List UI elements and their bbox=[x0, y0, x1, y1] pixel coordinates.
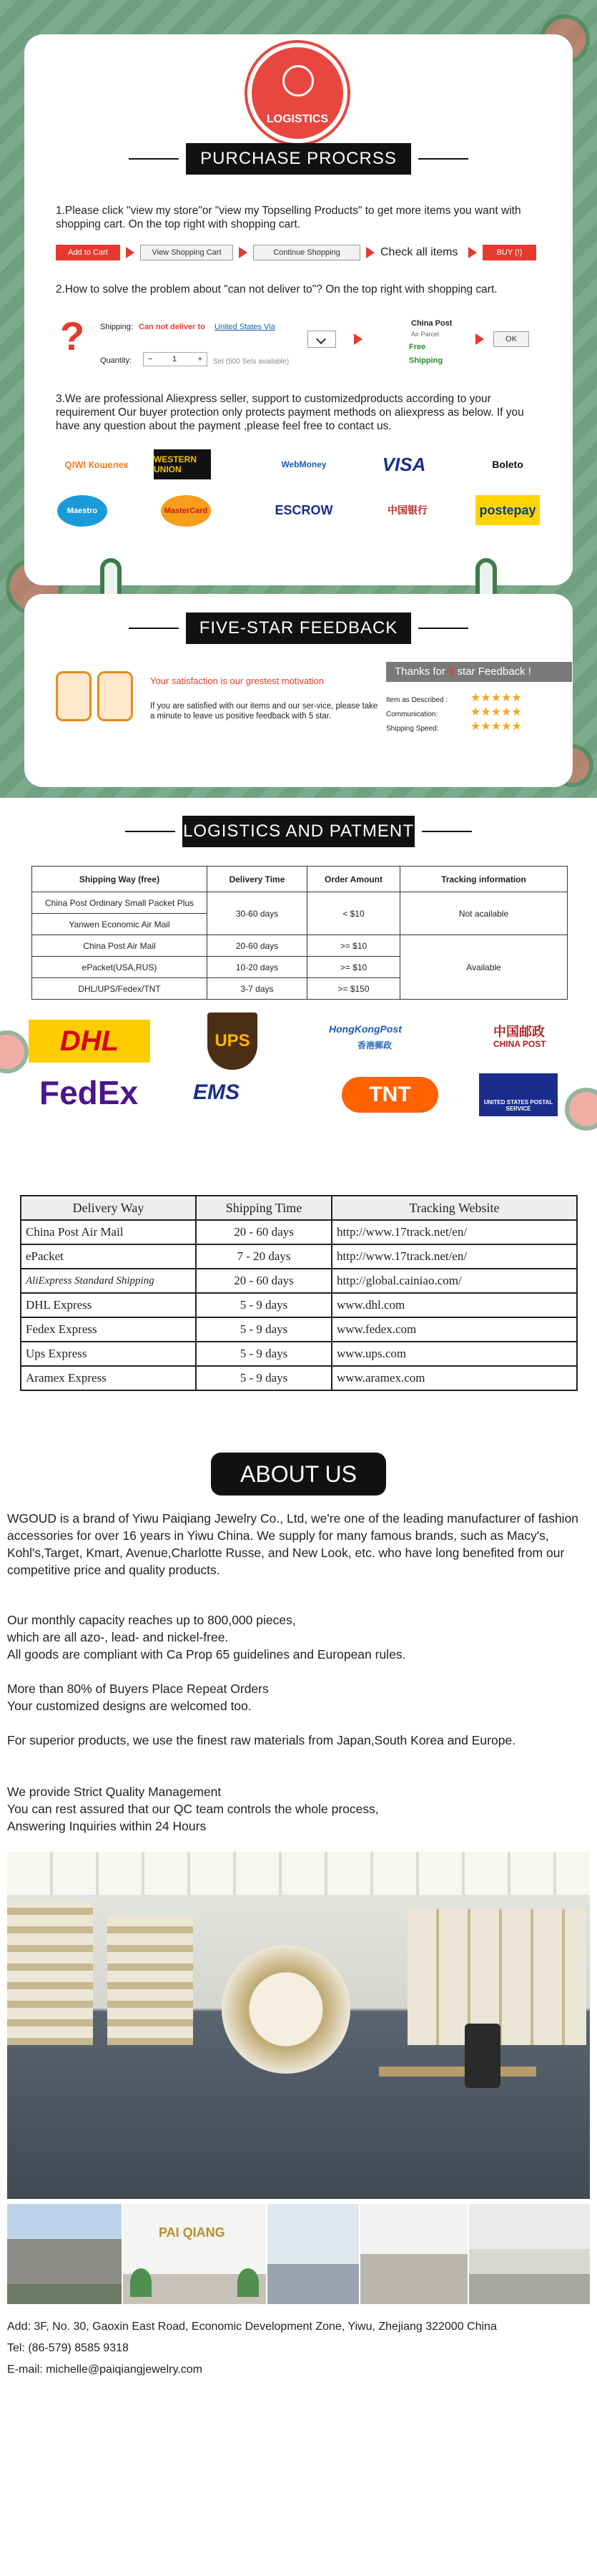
company-address: Add: 3F, No. 30, Gaoxin East Road, Economic Development Zone, Yiwu, Zhejiang 322000 China bbox=[7, 2321, 497, 2333]
rating-label: Shipping Speed: bbox=[386, 725, 439, 733]
rating-label: Communication: bbox=[386, 711, 438, 718]
quantity-stepper[interactable] bbox=[143, 352, 207, 366]
minus-icon[interactable]: − bbox=[148, 355, 153, 364]
add-to-cart-button[interactable]: Add to Cart bbox=[56, 245, 120, 260]
feedback-title: FIVE-STAR FEEDBACK bbox=[186, 613, 411, 644]
quantity-value: 1 bbox=[172, 355, 177, 364]
free-shipping-label: Free Shipping bbox=[409, 343, 443, 365]
tracking-table bbox=[20, 1195, 578, 1391]
table-cell: Fedex Express bbox=[21, 1317, 196, 1342]
company-phone: Tel: (86-579) 8585 9318 bbox=[7, 2342, 129, 2354]
logistics-title: LOGISTICS AND PATMENT bbox=[182, 816, 415, 847]
about-line: which are all azo-, lead- and nickel-free. bbox=[7, 1630, 229, 1644]
table-cell: 20-60 days bbox=[207, 935, 307, 957]
table-header: Shipping Way (free) bbox=[32, 867, 207, 892]
office-photo bbox=[267, 2204, 359, 2304]
mastercard-logo: MasterCard bbox=[161, 495, 211, 527]
globe-icon bbox=[282, 65, 314, 97]
table-cell: Ups Express bbox=[21, 1342, 196, 1366]
escrow-logo: ESCROW bbox=[275, 502, 333, 517]
table-cell: ePacket bbox=[21, 1244, 196, 1269]
star-rating-icons: ★★★★★ bbox=[470, 721, 522, 733]
hongkong-post-logo: HongKongPost bbox=[329, 1023, 402, 1035]
factory-building-photo bbox=[7, 2204, 122, 2304]
purchase-title: PURCHASE PROCRSS bbox=[186, 143, 411, 175]
step3-text: 3.We are professional Aliexpress seller, support to customizedproducts according to your requirement Our buyer protection only protects payment methods on aliexpress as below. If you have any question about the payment ,please feel free to contact us. bbox=[56, 393, 524, 432]
star-rating-icons: ★★★★★ bbox=[470, 692, 522, 704]
quantity-label: Quantity: bbox=[100, 356, 132, 365]
table-cell: Aramex Express bbox=[21, 1366, 196, 1390]
question-mark-icon: ? bbox=[60, 313, 85, 358]
table-row bbox=[21, 1220, 577, 1244]
table-cell: DHL/UPS/Fedex/TNT bbox=[32, 978, 207, 1000]
about-line: We provide Strict Quality Management bbox=[7, 1785, 222, 1799]
arrow-right-icon bbox=[239, 247, 247, 258]
feedback-body: If you are satisfied with our items and our ser-vice, please take a minute to leave us positive feedback with 5 star. bbox=[150, 702, 378, 721]
about-title: ABOUT US bbox=[211, 1453, 386, 1496]
thanks-banner: Thanks for 5 star Feedback ! bbox=[386, 662, 572, 682]
dhl-logo: DHL bbox=[29, 1020, 150, 1063]
table-cell: Yanwen Economic Air Mail bbox=[32, 914, 207, 935]
table-cell: 10-20 days bbox=[207, 957, 307, 978]
arrow-right-icon bbox=[468, 247, 477, 258]
table-cell: 5 - 9 days bbox=[196, 1366, 332, 1390]
arrow-right-icon bbox=[354, 333, 362, 345]
usps-logo: UNITED STATES POSTAL SERVICE bbox=[479, 1073, 558, 1116]
maestro-logo: Maestro bbox=[57, 495, 107, 527]
about-line: More than 80% of Buyers Place Repeat Orders bbox=[7, 1682, 269, 1696]
dropdown-toggle[interactable] bbox=[307, 331, 336, 348]
logistics-badge bbox=[247, 43, 347, 143]
table-cell: >= $10 bbox=[307, 935, 400, 957]
tracking-link[interactable]: www.fedex.com bbox=[332, 1317, 577, 1342]
table-row bbox=[21, 1366, 577, 1390]
reception-photo bbox=[123, 2204, 266, 2304]
table-cell: < $10 bbox=[307, 892, 400, 935]
motivation-text: Your satisfaction is our grestest motivation bbox=[150, 675, 325, 686]
showroom-photo bbox=[7, 1852, 590, 2199]
qiwi-logo: QIWI Кошелек bbox=[64, 459, 129, 470]
china-post-logo: 中国邮政 bbox=[493, 1025, 545, 1039]
office-corridor-photo bbox=[360, 2204, 468, 2304]
bank-of-china-logo: 中国银行 bbox=[388, 504, 428, 516]
thumbs-up-icon bbox=[50, 658, 143, 730]
visa-logo: VISA bbox=[382, 453, 426, 475]
table-header: Tracking information bbox=[400, 867, 568, 892]
table-cell: >= $10 bbox=[307, 957, 400, 978]
about-line: All goods are compliant with Ca Prop 65 guidelines and European rules. bbox=[7, 1647, 406, 1662]
arrow-right-icon bbox=[366, 247, 375, 258]
buy-button[interactable]: BUY (!) bbox=[483, 245, 536, 260]
boleto-logo: Boleto bbox=[492, 459, 523, 470]
table-cell: China Post Air Mail bbox=[32, 935, 207, 957]
tracking-link[interactable]: http://global.cainiao.com/ bbox=[332, 1269, 577, 1293]
tracking-link[interactable]: http://www.17track.net/en/ bbox=[332, 1220, 577, 1244]
table-cell: China Post Ordinary Small Packet Plus bbox=[32, 892, 207, 914]
quantity-note: Set (500 Sets available) bbox=[213, 358, 290, 366]
table-cell: China Post Air Mail bbox=[21, 1220, 196, 1244]
table-cell: 5 - 9 days bbox=[196, 1342, 332, 1366]
table-cell: Not acailable bbox=[400, 892, 568, 935]
watermelon-decoration bbox=[0, 1030, 29, 1073]
table-header: Delivery Time bbox=[207, 867, 307, 892]
table-cell: ePacket(USA,RUS) bbox=[32, 957, 207, 978]
table-cell: 5 - 9 days bbox=[196, 1317, 332, 1342]
air-parcel-label: Air Parcel bbox=[411, 331, 440, 338]
table-cell: 7 - 20 days bbox=[196, 1244, 332, 1269]
table-cell: 20 - 60 days bbox=[196, 1220, 332, 1244]
chevron-down-icon bbox=[316, 334, 326, 344]
fedex-logo: FedEx bbox=[39, 1074, 139, 1111]
postepay-logo: postepay bbox=[475, 495, 540, 525]
webmoney-logo: WebMoney bbox=[281, 459, 327, 469]
western-union-logo: WESTERN UNION bbox=[154, 449, 211, 479]
shipping-label: Shipping: bbox=[100, 323, 133, 331]
table-cell: 30-60 days bbox=[207, 892, 307, 935]
company-sign: PAI QIANG bbox=[159, 2225, 225, 2240]
table-cell: AliExpress Standard Shipping bbox=[21, 1269, 196, 1293]
about-line: Your customized designs are welcomed too. bbox=[7, 1699, 252, 1713]
about-paragraph: For superior products, we use the finest raw materials from Japan,South Korea and Europe. bbox=[7, 1733, 516, 1747]
continue-shopping-button[interactable]: Continue Shopping bbox=[253, 245, 360, 260]
ok-button[interactable]: OK bbox=[493, 331, 529, 347]
view-cart-button[interactable]: View Shopping Cart bbox=[140, 245, 233, 260]
table-row bbox=[21, 1269, 577, 1293]
tracking-link[interactable]: www.ups.com bbox=[332, 1342, 577, 1366]
table-row bbox=[21, 1293, 577, 1317]
china-post-label: China Post bbox=[411, 319, 453, 328]
check-all-items: Check all items bbox=[380, 246, 458, 258]
star-rating-icons: ★★★★★ bbox=[470, 706, 522, 718]
about-line: You can rest assured that our QC team controls the whole process, bbox=[7, 1802, 379, 1816]
table-cell: 5 - 9 days bbox=[196, 1293, 332, 1317]
about-line: Our monthly capacity reaches up to 800,000 pieces, bbox=[7, 1613, 296, 1627]
arrow-right-icon bbox=[126, 247, 134, 258]
about-line: Answering Inquiries within 24 Hours bbox=[7, 1819, 207, 1833]
badge-label: LOGISTICS bbox=[266, 113, 329, 125]
hongkong-post-chinese: 香港郵政 bbox=[357, 1040, 393, 1050]
table-header: Shipping Time bbox=[196, 1196, 332, 1220]
watermelon-decoration bbox=[565, 1088, 597, 1131]
arrow-right-icon bbox=[475, 333, 484, 345]
table-cell: >= $150 bbox=[307, 978, 400, 1000]
china-post-english: CHINA POST bbox=[493, 1039, 546, 1049]
ups-logo: UPS bbox=[207, 1013, 257, 1070]
shipping-warning: Can not deliver to bbox=[139, 323, 205, 331]
shipping-table bbox=[31, 866, 568, 1000]
table-row bbox=[21, 1342, 577, 1366]
table-row bbox=[21, 1244, 577, 1269]
plus-icon[interactable]: + bbox=[197, 355, 202, 364]
tracking-link[interactable]: www.dhl.com bbox=[332, 1293, 577, 1317]
table-row bbox=[21, 1317, 577, 1342]
shipping-country-link[interactable]: United States Via bbox=[214, 323, 275, 331]
tnt-logo: TNT bbox=[342, 1077, 438, 1113]
table-cell: DHL Express bbox=[21, 1293, 196, 1317]
rating-label: Item as Described : bbox=[386, 696, 448, 704]
table-cell: Available bbox=[400, 935, 568, 1000]
ems-logo: EMS bbox=[193, 1080, 240, 1104]
table-cell: 20 - 60 days bbox=[196, 1269, 332, 1293]
table-header: Tracking Website bbox=[332, 1196, 577, 1220]
tracking-link[interactable]: http://www.17track.net/en/ bbox=[332, 1244, 577, 1269]
company-email[interactable]: E-mail: michelle@paiqiangjewelry.com bbox=[7, 2363, 202, 2376]
meeting-room-photo bbox=[469, 2204, 590, 2304]
table-cell: 3-7 days bbox=[207, 978, 307, 1000]
about-paragraph: WGOUD is a brand of Yiwu Paiqiang Jewelry Co., Ltd, we're one of the leading manufacturer of fashion accessories for over 16 years in Yiwu China. We supply for many famous brands, such as Macy's, Kohl's,Target, Kmart, Avenue,Charlotte Russe, and New Look, etc. who have long benefited from our competitive price and quality products. bbox=[7, 1511, 579, 1577]
table-header: Delivery Way bbox=[21, 1196, 196, 1220]
rating-box bbox=[386, 662, 572, 748]
table-header: Order Amount bbox=[307, 867, 400, 892]
tracking-link[interactable]: www.aramex.com bbox=[332, 1366, 577, 1390]
step2-text: 2.How to solve the problem about "can not deliver to"? On the top right with shopping cart. bbox=[56, 283, 498, 296]
step1-text: 1.Please click "view my store"or "view my Topselling Products" to get more items you want with shopping cart. On the top right with shopping cart. bbox=[56, 205, 521, 230]
